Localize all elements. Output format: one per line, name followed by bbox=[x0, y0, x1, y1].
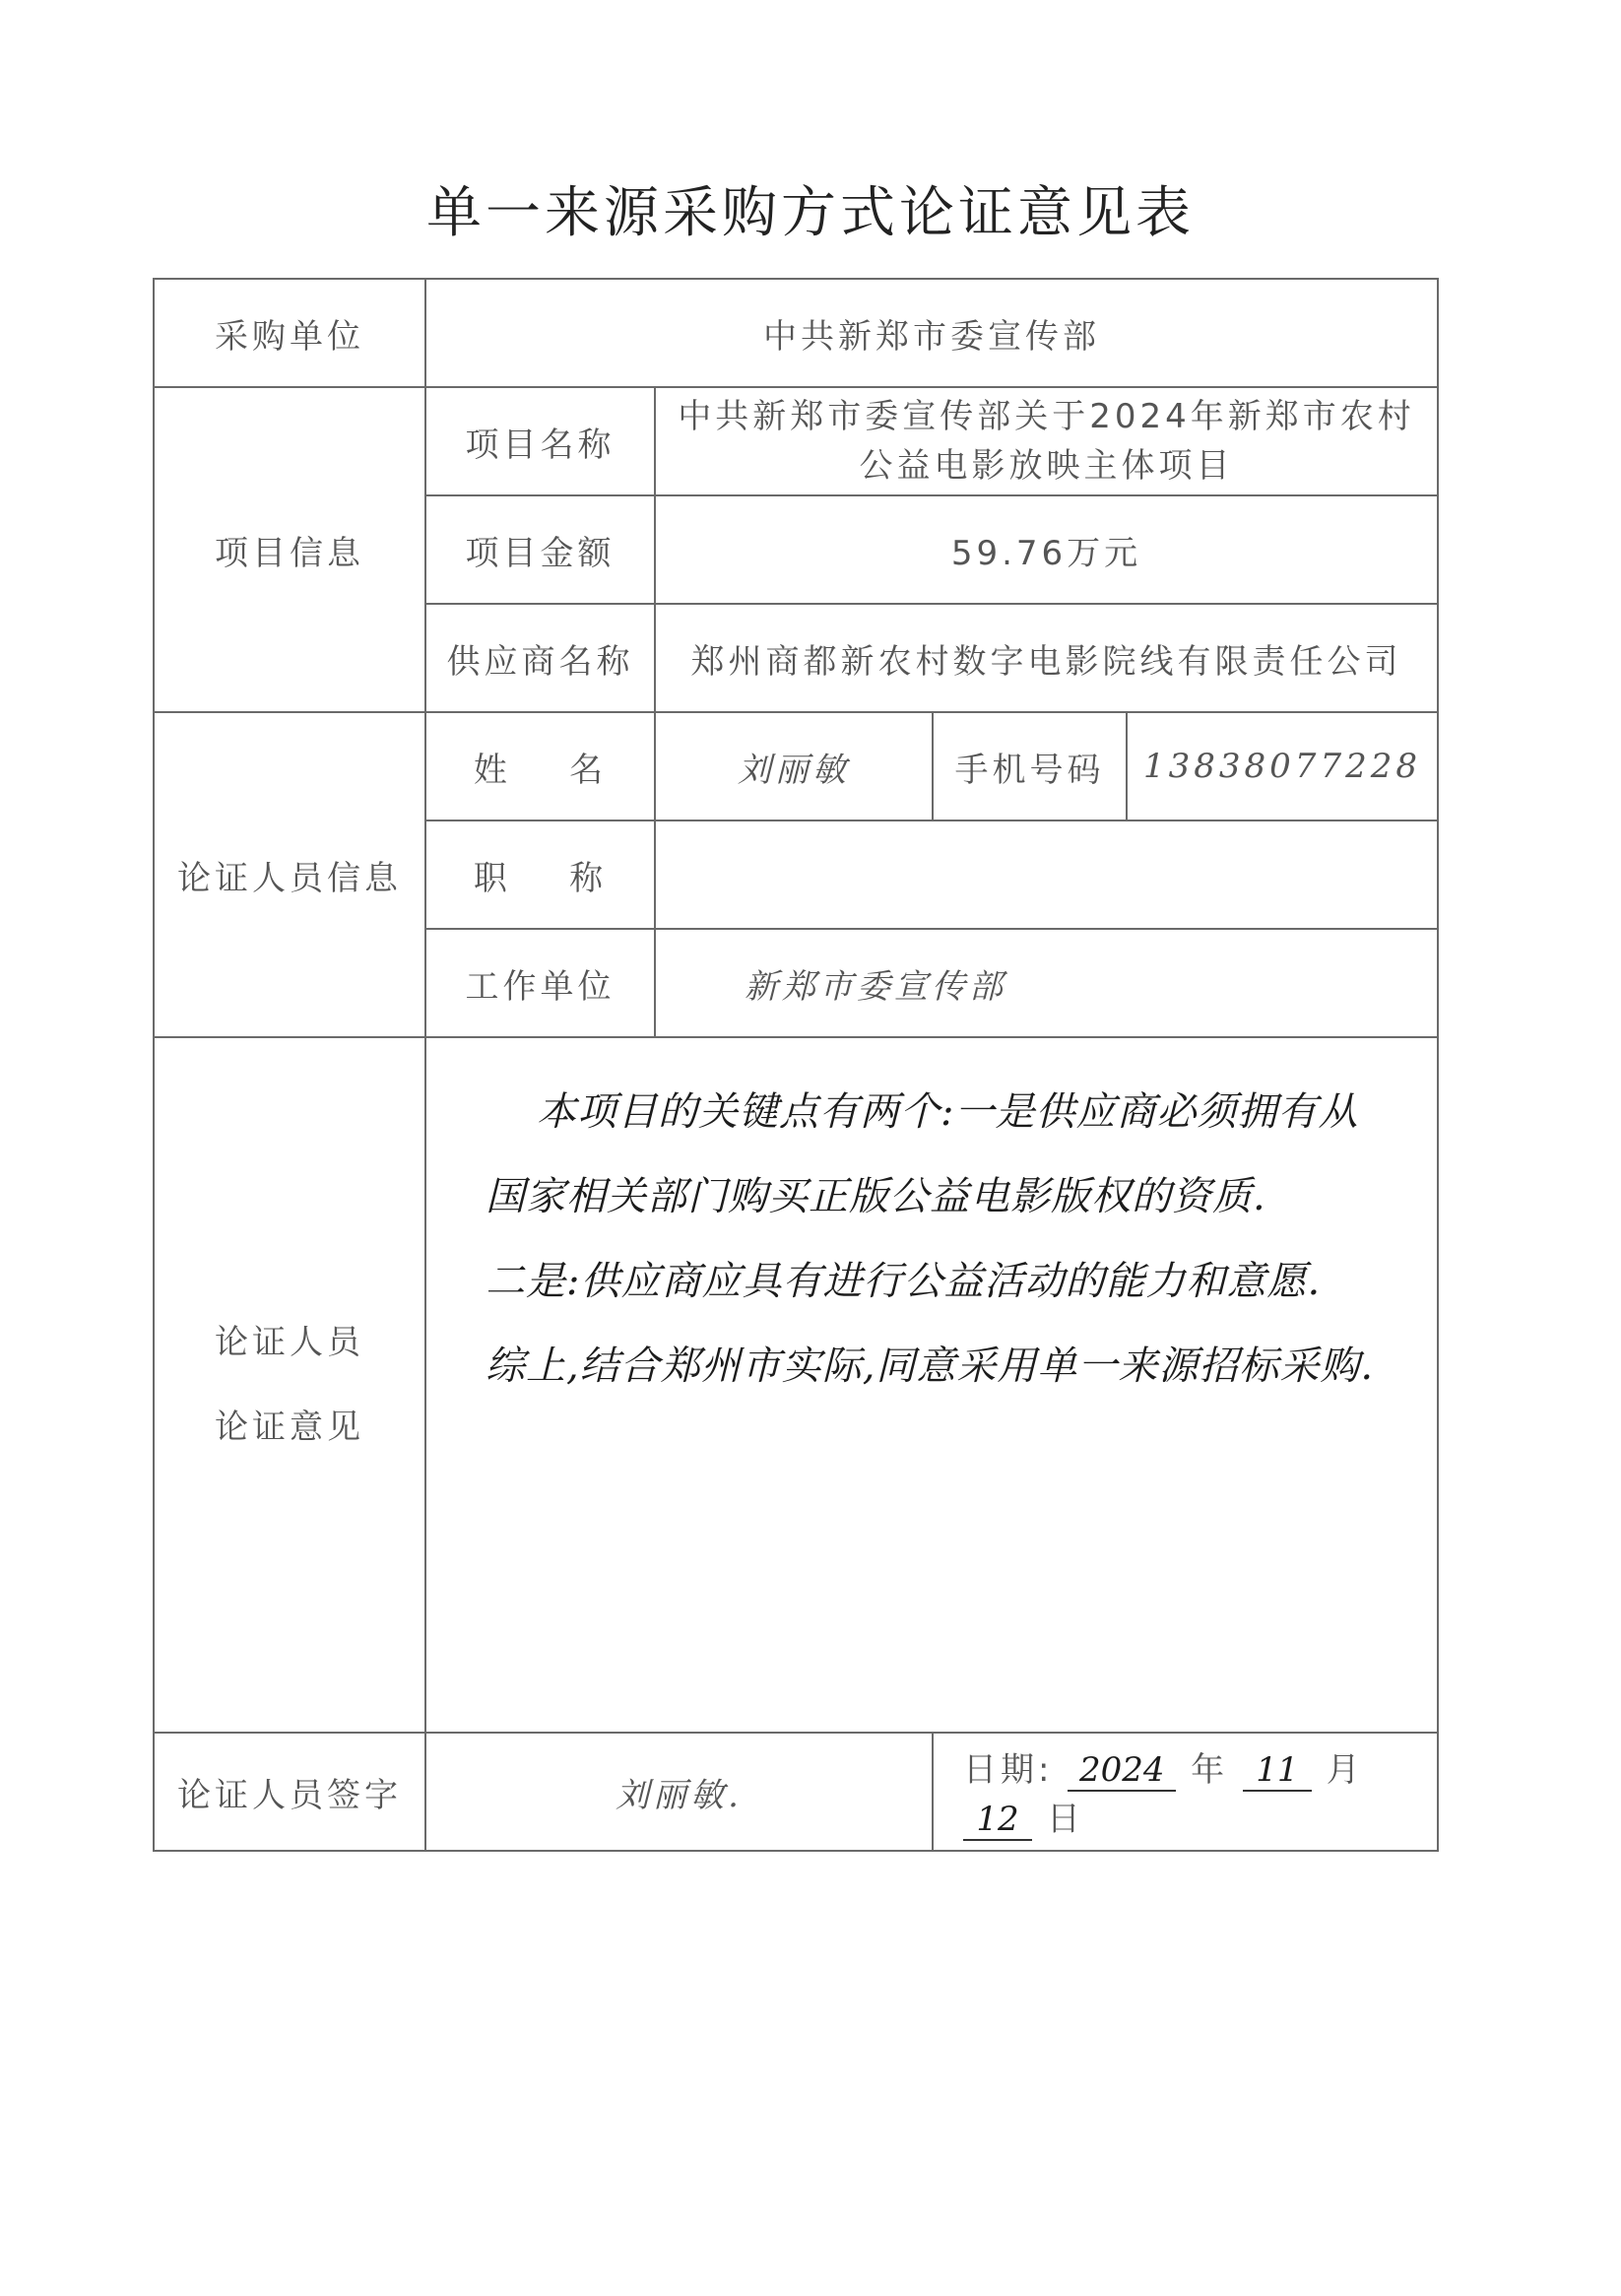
project-name-row bbox=[154, 387, 1438, 495]
date-label: 日期: bbox=[963, 1750, 1054, 1790]
project-amount-value: 59.76万元 bbox=[655, 495, 1438, 604]
opinion-line: 综上,结合郑州市实际,同意采用单一来源招标采购. bbox=[486, 1344, 1375, 1389]
supplier-label: 供应商名称 bbox=[425, 604, 655, 712]
reviewer-section-label: 论证人员信息 bbox=[154, 712, 425, 1037]
date-month-unit: 月 bbox=[1326, 1750, 1364, 1790]
opinion-row bbox=[154, 1037, 1438, 1733]
date-year-unit: 年 bbox=[1191, 1750, 1229, 1790]
signature-label: 论证人员签字 bbox=[154, 1733, 425, 1851]
opinion-line: 国家相关部门购买正版公益电影版权的资质. bbox=[486, 1174, 1266, 1219]
opinion-label bbox=[154, 1037, 425, 1733]
form-title: 单一来源采购方式论证意见表 bbox=[426, 181, 1195, 245]
opinion-label-line2: 论证意见 bbox=[215, 1408, 364, 1447]
opinion-line: 二是:供应商应具有进行公益活动的能力和意愿. bbox=[486, 1259, 1322, 1304]
reviewer-unit-label: 工作单位 bbox=[425, 929, 655, 1037]
project-name-line1: 中共新郑市委宣传部关于2024年新郑市农村 bbox=[678, 397, 1415, 436]
reviewer-name-value: 刘丽敏 bbox=[655, 712, 933, 820]
supplier-value: 郑州商都新农村数字电影院线有限责任公司 bbox=[655, 604, 1438, 712]
opinion-line: 本项目的关键点有两个:一是供应商必须拥有从 bbox=[537, 1089, 1359, 1135]
project-name-value bbox=[655, 387, 1438, 495]
project-amount-label: 项目金额 bbox=[425, 495, 655, 604]
reviewer-name-label: 姓 名 bbox=[425, 712, 655, 820]
purchaser-row bbox=[154, 279, 1438, 387]
project-name-label: 项目名称 bbox=[425, 387, 655, 495]
date-day-unit: 日 bbox=[1046, 1800, 1084, 1839]
date-year: 2024 bbox=[1068, 1750, 1176, 1792]
reviewer-title-label: 职 称 bbox=[425, 820, 655, 929]
signature-value: 刘丽敏. bbox=[425, 1733, 933, 1851]
reviewer-unit-value: 新郑市委宣传部 bbox=[655, 929, 1438, 1037]
purchaser-value: 中共新郑市委宣传部 bbox=[425, 279, 1438, 387]
argument-form-table bbox=[153, 278, 1439, 1852]
date-field bbox=[933, 1733, 1438, 1851]
reviewer-title-value bbox=[655, 820, 1438, 929]
phone-value: 13838077228 bbox=[1127, 712, 1438, 820]
phone-label: 手机号码 bbox=[933, 712, 1127, 820]
opinion-value bbox=[425, 1037, 1438, 1733]
purchaser-label: 采购单位 bbox=[154, 279, 425, 387]
project-name-line2: 公益电影放映主体项目 bbox=[859, 446, 1234, 486]
date-day: 12 bbox=[963, 1800, 1032, 1841]
date-month: 11 bbox=[1243, 1750, 1312, 1792]
signature-row bbox=[154, 1733, 1438, 1851]
opinion-label-line1: 论证人员 bbox=[215, 1323, 364, 1362]
reviewer-name-row bbox=[154, 712, 1438, 820]
project-section-label: 项目信息 bbox=[154, 387, 425, 712]
